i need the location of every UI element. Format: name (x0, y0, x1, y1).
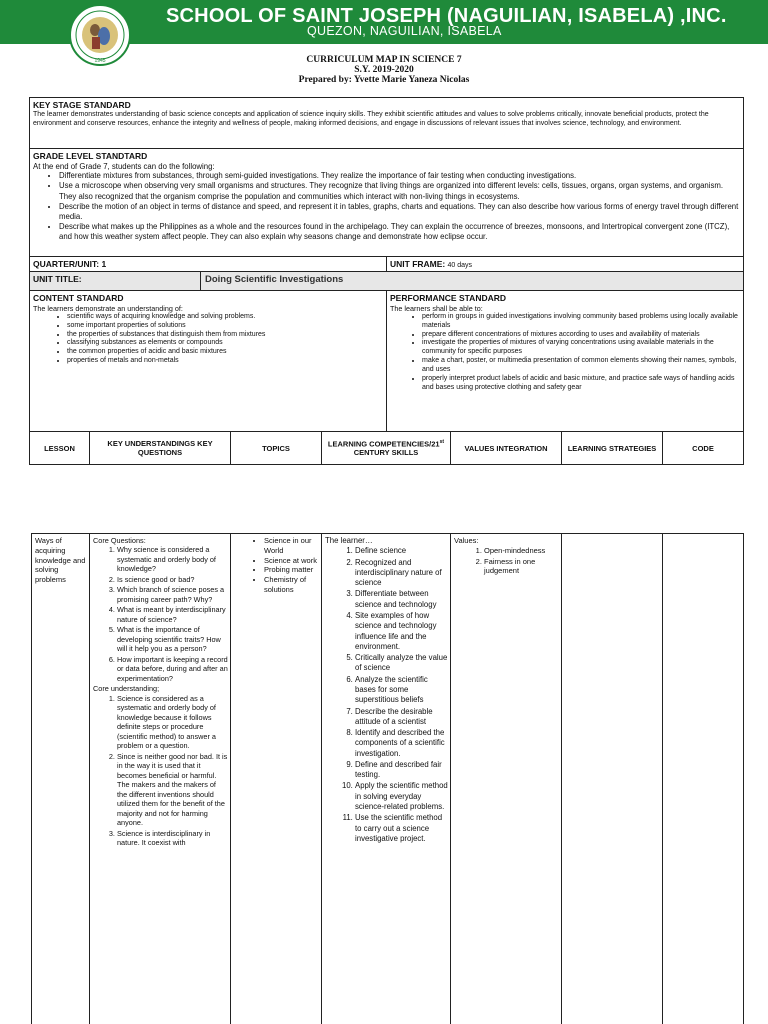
content-standard-item: • classifying substances as elements or compounds (67, 339, 383, 348)
unit-frame-value: 40 days (447, 262, 473, 269)
unit-title-value-cell (200, 271, 744, 291)
key-understandings-cell (89, 533, 231, 1024)
performance-standard (386, 290, 744, 432)
topic-item: • Probing matter (264, 565, 319, 575)
value-item: 1. Open-mindedness (484, 546, 559, 556)
col-header-key-understandings: KEY UNDERSTANDINGS KEY QUESTIONS (89, 431, 231, 465)
code-cell (662, 533, 744, 1024)
topic-item: • Chemistry of solutions (264, 575, 319, 595)
core-question: 6. How important is keeping a record or data before, during and after an experimentation? (117, 655, 228, 683)
grade-level-standard (29, 148, 744, 257)
competency-item: 6. Analyze the scientific bases for some superstitious beliefs (355, 675, 448, 706)
grade-level-item: • Describe the motion of an object in terms of distance and speed, and represent it in tables, graphs, charts and equations. They can also describe how various forms of energy travel through different media. (59, 202, 740, 222)
prepared-by: Prepared by: Yvette Marie Yaneza Nicolas (298, 75, 470, 85)
performance-standard-item: • investigate the properties of mixtures of varying concentrations using available materials in the community for specific purposes (422, 339, 740, 357)
unit-frame-label: UNIT FRAME: (390, 259, 446, 269)
content-standard-intro: The learners demonstrate an understanding of: (33, 303, 183, 313)
performance-standard-item: • properly interpret product labels of acidic and basic mixture, and practice safe ways of handling acids and bases using protective clothing and safety gear (422, 375, 740, 393)
grade-level-intro: At the end of Grade 7, students can do the following: (33, 161, 215, 171)
core-questions-label: Core Questions: (93, 536, 146, 545)
competencies-cell (321, 533, 451, 1024)
strategies-cell (561, 533, 663, 1024)
competencies-header-sup: st (439, 438, 445, 445)
col-header-code: CODE (662, 431, 744, 465)
topic-item: • Science at work (264, 556, 319, 566)
col-header-values: VALUES INTEGRATION (450, 431, 562, 465)
competencies-label: The learner… (325, 536, 373, 545)
topics-cell (230, 533, 322, 1024)
content-standard-item: • scientific ways of acquiring knowledge and solving problems. (67, 313, 383, 322)
lesson-text: Ways of acquiring knowledge and solving problems (35, 536, 86, 584)
competency-item: 1. Define science (355, 546, 448, 556)
school-address: QUEZON, NAGUILIAN, ISABELA (307, 24, 502, 38)
competency-item: 5. Critically analyze the value of science (355, 653, 448, 674)
competency-item: 8. Identify and described the components of a scientific investigation. (355, 728, 448, 759)
core-understanding: 1. Science is considered as a systematic and orderly body of knowledge because it follows definite steps or procedure (scientific method) to answer a problem or a question. (117, 694, 228, 751)
unit-title-label-cell (29, 271, 201, 291)
grade-level-item: • Differentiate mixtures from substances, through semi-guided investigations. They realize the importance of fair testing when conducting investigations. (59, 171, 740, 181)
lesson-cell (31, 533, 90, 1024)
competency-item: 10. Apply the scientific method in solving everyday science-related problems. (355, 781, 448, 812)
svg-text:1945: 1945 (94, 58, 106, 64)
key-stage-text: The learner demonstrates understanding of basic science concepts and application of science inquiry skills. They exhibit scientific attitudes and values to solve problems critically, innovate beneficial products, protect the environment and conserve resources, enhance the integrity and wellness of people, making informed decisions, and engage in discussions of relevant issues that involves science, technology, and environment. (33, 110, 709, 127)
performance-standard-item: • prepare different concentrations of mixtures according to uses and availability of materials (422, 331, 740, 340)
performance-standard-item: • make a chart, poster, or multimedia presentation of common elements showing their names, symbols, and uses (422, 357, 740, 375)
col-header-topics: TOPICS (230, 431, 322, 465)
topic-item: • Science in our World (264, 536, 319, 556)
quarter-unit (29, 256, 387, 272)
col-header-competencies (321, 431, 451, 465)
values-label: Values: (454, 536, 479, 545)
content-standard-item: • the properties of substances that distinguish them from mixtures (67, 331, 383, 340)
unit-frame (386, 256, 744, 272)
competency-item: 7. Describe the desirable attitude of a scientist (355, 707, 448, 728)
performance-standard-item: • perform in groups in guided investigations involving community based problems using locally available materials (422, 313, 740, 331)
content-standard-item: • some important properties of solutions (67, 322, 383, 331)
key-stage-standard (29, 97, 744, 149)
content-standard-label: CONTENT STANDARD (33, 293, 124, 303)
core-question: 5. What is the importance of developing scientific traits? How will it help you as a person? (117, 625, 228, 653)
school-name: SCHOOL OF SAINT JOSEPH (NAGUILIAN, ISABELA) ,INC. (166, 5, 727, 27)
school-year: S.Y. 2019-2020 (354, 65, 414, 75)
competency-item: 11. Use the scientific method to carry out a science investigative project. (355, 813, 448, 844)
core-understanding: 2. Since is neither good nor bad. It is in the way it is used that it becomes beneficial or harmful. The makers and the makers of the different inventions should utilized them for the benefit of the majority and not for harming anyone. (117, 752, 228, 828)
core-understanding: 3. Science is interdisciplinary in nature. It coexist with (117, 829, 228, 848)
performance-standard-label: PERFORMANCE STANDARD (390, 293, 507, 303)
core-question: 1. Why science is considered a systematic and orderly body of knowledge? (117, 545, 228, 573)
col-header-strategies: LEARNING STRATEGIES (561, 431, 663, 465)
competency-item: 9. Define and described fair testing. (355, 760, 448, 781)
competencies-header-a: LEARNING COMPETENCIES/21 (327, 439, 440, 449)
grade-level-item: • Use a microscope when observing very small organisms and structures. They recognize that living things are organized into different levels: cells, tissues, organs, organ systems, and organism. They also recognized that the organism comprise the population and communities which interact with non-living things in ecosystems. (59, 181, 740, 201)
col-header-lesson: LESSON (29, 431, 90, 465)
unit-title-value: Doing Scientific Investigations (205, 274, 344, 285)
core-question: 4. What is meant by interdisciplinary nature of science? (117, 605, 228, 624)
value-item: 2. Fairness in one judgement (484, 557, 559, 577)
grade-level-item: • Describe what makes up the Philippines as a whole and the resources found in the archipelago. They can explain the occurrence of breezes, monsoons, and Intertropical convergent zone (ITCZ), and how this weather system affect people. They can also explain why seasons change and demonstrate how eclipse occur. (59, 222, 740, 242)
values-cell (450, 533, 562, 1024)
doc-title: CURRICULUM MAP IN SCIENCE 7 (306, 55, 462, 65)
competency-item: 4. Site examples of how science and technology influence life and the environment. (355, 611, 448, 652)
core-question: 3. Which branch of science poses a promising career path? Why? (117, 585, 228, 604)
content-standard-item: • the common properties of acidic and basic mixtures (67, 348, 383, 357)
key-stage-label: KEY STAGE STANDARD (33, 100, 131, 110)
quarter-label: QUARTER/UNIT: 1 (33, 259, 107, 269)
competencies-header-b: CENTURY SKILLS (353, 448, 419, 458)
unit-title-label: UNIT TITLE: (33, 274, 82, 284)
competency-item: 3. Differentiate between science and technology (355, 589, 448, 610)
content-standard-item: • properties of metals and non-metals (67, 357, 383, 366)
core-understanding-label: Core understanding; (93, 684, 160, 694)
grade-level-label: GRADE LEVEL STANDTARD (33, 151, 148, 161)
competency-item: 2. Recognized and interdisciplinary nature of science (355, 558, 448, 589)
core-question: 2. Is science good or bad? (117, 575, 228, 584)
performance-standard-intro: The learners shall be able to: (390, 303, 483, 313)
content-standard (29, 290, 387, 432)
